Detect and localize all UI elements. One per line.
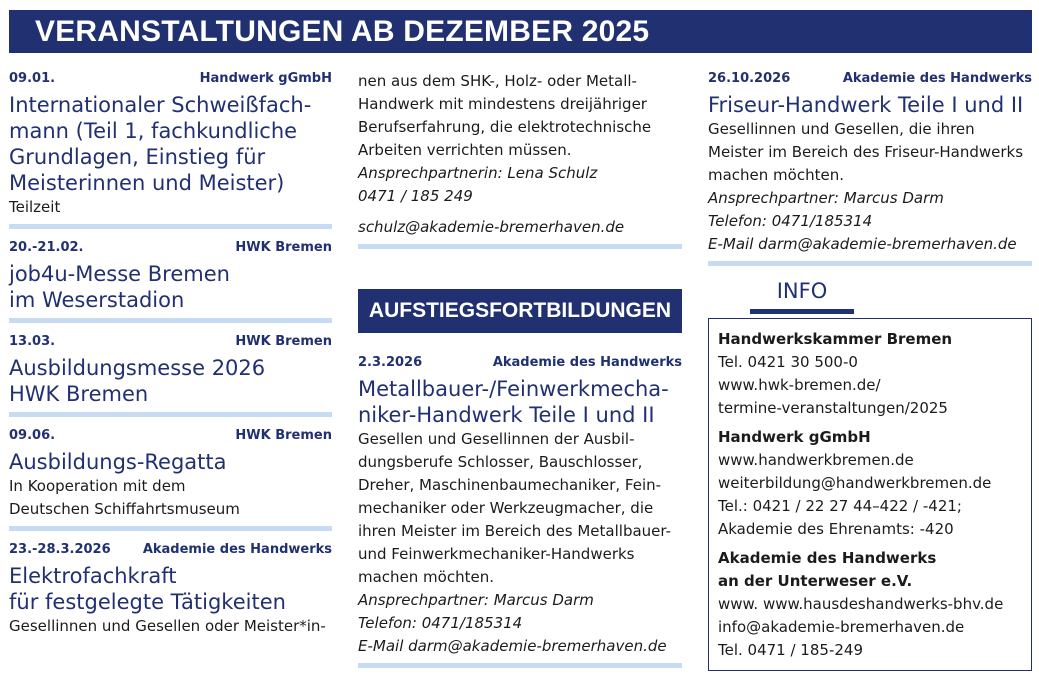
event-header — [9, 541, 332, 559]
event-title — [9, 563, 332, 615]
event-organizer: Akademie des Handwerks — [142, 542, 332, 557]
event-header — [9, 70, 332, 88]
separator — [358, 244, 682, 249]
continued-description — [358, 70, 682, 162]
event-date: 20.-21.02. — [9, 240, 84, 255]
event-header — [9, 333, 332, 351]
info-header — [708, 276, 1032, 318]
column-right — [708, 70, 1032, 671]
contact-line: Ansprechpartnerin: Lena Schulz — [358, 164, 598, 182]
event-organizer: HWK Bremen — [235, 334, 332, 349]
event-contact — [358, 589, 682, 658]
event-title-line: für festgelegte Tätigkeiten — [9, 590, 286, 614]
event-title-line: HWK Bremen — [9, 382, 149, 406]
info-line: www.handwerkbremen.de — [718, 451, 914, 469]
info-organization-line: an der Unterweser e.V. — [718, 572, 913, 590]
event-description-line: Gesellinnen und Gesellen, die ihren — [708, 120, 975, 138]
event-title — [9, 355, 332, 407]
event-header — [9, 427, 332, 445]
column-left — [9, 70, 332, 638]
event-friseur — [708, 70, 1032, 266]
event-date: 23.-28.3.2026 — [9, 542, 111, 557]
event-title-line: Ausbildungs-Regatta — [9, 450, 227, 474]
info-organization — [718, 328, 1021, 351]
description-line: Berufserfahrung, die elektrotechnische — [358, 118, 652, 136]
event-description — [9, 196, 332, 219]
event-description — [9, 615, 332, 638]
info-organization-line: Handwerkskammer Bremen — [718, 330, 953, 348]
event-description-line: mechaniker oder Werkzeugmacher, die — [358, 499, 654, 517]
event-description-line: Deutschen Schiffahrtsmuseum — [9, 500, 240, 518]
info-line: weiterbildung@handwerkbremen.de — [718, 474, 992, 492]
event-description-line: ihren Meister im Bereich des Metallbauer- — [358, 522, 672, 540]
event-contact-line: Ansprechpartner: Marcus Darm — [358, 591, 594, 609]
contact-line: 0471 / 185 249 — [358, 187, 473, 205]
event-date: 09.01. — [9, 71, 56, 86]
event-metallbauer — [358, 354, 682, 668]
info-line: Tel.: 0421 / 22 27 44–422 / -421; — [718, 497, 962, 515]
contact-email: schulz@akademie-bremerhaven.de — [358, 218, 625, 236]
info-line: Tel. 0471 / 185-249 — [718, 641, 863, 659]
event-organizer: Handwerk gGmbH — [199, 71, 332, 86]
info-box — [708, 318, 1032, 671]
info-line: Tel. 0421 30 500-0 — [718, 353, 858, 371]
event-title — [358, 376, 682, 428]
info-organization — [718, 547, 1021, 593]
event-item — [9, 333, 332, 417]
event-title-line: job4u-Messe Bremen — [9, 262, 230, 286]
event-organizer: Akademie des Handwerks — [842, 71, 1032, 86]
info-block — [718, 547, 1021, 662]
event-header — [708, 70, 1032, 88]
event-item — [9, 541, 332, 638]
event-description-line: Meister im Bereich des Friseur-Handwerks — [708, 143, 1024, 161]
info-line: www. www.hausdeshandwerks-bhv.de — [718, 595, 1004, 613]
column-middle — [358, 70, 682, 678]
event-title-line: Elektrofachkraft — [9, 564, 177, 588]
event-date: 09.06. — [9, 428, 56, 443]
event-date: 13.03. — [9, 334, 56, 349]
event-title-line: Internationaler Schweißfach- — [9, 93, 312, 117]
info-organization-line: Akademie des Handwerks — [718, 549, 937, 567]
info-line: info@akademie-bremerhaven.de — [718, 618, 965, 636]
event-description-line: In Kooperation mit dem — [9, 477, 186, 495]
event-title-line: Meisterinnen und Meister) — [9, 171, 285, 195]
info-line: www.hwk-bremen.de/ — [718, 376, 881, 394]
event-title — [9, 92, 332, 196]
event-organizer: HWK Bremen — [235, 240, 332, 255]
section-title-aufstiegsfortbildungen: AUFSTIEGSFORTBILDUNGEN — [358, 289, 682, 333]
event-date: 26.10.2026 — [708, 71, 791, 86]
separator — [9, 318, 332, 323]
info-organization — [718, 426, 1021, 449]
event-description-line: machen möchten. — [708, 166, 844, 184]
event-description-line: Teilzeit — [9, 198, 61, 216]
info-tab: INFO — [750, 276, 854, 314]
separator — [708, 261, 1032, 266]
separator — [358, 663, 682, 668]
event-description-line: machen möchten. — [358, 568, 494, 586]
event-organizer: Akademie des Handwerks — [492, 355, 682, 370]
description-line: Arbeiten verrichten müssen. — [358, 141, 572, 159]
event-date: 2.3.2026 — [358, 355, 423, 370]
event-title — [708, 92, 1032, 118]
event-contact-line: E-Mail darm@akademie-bremerhaven.de — [358, 637, 667, 655]
separator — [9, 412, 332, 417]
event-description-line: Gesellinnen und Gesellen oder Meister*in- — [9, 617, 326, 635]
description-line: Handwerk mit mindestens dreijähriger — [358, 95, 647, 113]
separator — [9, 224, 332, 229]
event-item — [9, 427, 332, 531]
info-line: Akademie des Ehrenamts: -420 — [718, 520, 954, 538]
event-title — [9, 261, 332, 313]
event-header — [9, 239, 332, 257]
event-title-line: Grundlagen, Einstieg für — [9, 145, 266, 169]
event-contact — [708, 187, 1032, 256]
event-title-line: Metallbauer-/Feinwerkmecha- — [358, 377, 669, 401]
description-line: nen aus dem SHK-, Holz- oder Metall- — [358, 72, 637, 90]
event-description — [358, 428, 682, 589]
event-contact-line: Telefon: 0471/185314 — [358, 614, 523, 632]
event-contact-line: E-Mail darm@akademie-bremerhaven.de — [708, 235, 1017, 253]
event-title-line: Ausbildungsmesse 2026 — [9, 356, 266, 380]
event-description-line: Gesellen und Gesellinnen der Ausbil- — [358, 430, 635, 448]
event-title-line: Friseur-Handwerk Teile I und II — [708, 93, 1024, 117]
event-title-line: im Weserstadion — [9, 288, 185, 312]
info-organization-line: Handwerk gGmbH — [718, 428, 871, 446]
info-block — [718, 426, 1021, 541]
event-title — [9, 449, 332, 475]
event-description — [708, 118, 1032, 187]
event-description — [9, 475, 332, 521]
event-title-line: niker-Handwerk Teile I und II — [358, 403, 655, 427]
event-title-line: mann (Teil 1, fachkundliche — [9, 119, 298, 143]
event-item — [9, 70, 332, 229]
event-description-line: dungsberufe Schlosser, Bauschlosser, — [358, 453, 643, 471]
event-item — [9, 239, 332, 323]
event-contact-line: Telefon: 0471/185314 — [708, 212, 873, 230]
event-description-line: Dreher, Maschinenbaumechaniker, Fein- — [358, 476, 662, 494]
info-block — [718, 328, 1021, 420]
page-title: VERANSTALTUNGEN AB DEZEMBER 2025 — [9, 10, 1032, 53]
separator — [9, 526, 332, 531]
event-description-line: und Feinwerkmechaniker-Handwerks — [358, 545, 635, 563]
event-organizer: HWK Bremen — [235, 428, 332, 443]
event-contact-line: Ansprechpartner: Marcus Darm — [708, 189, 944, 207]
info-line: termine-veranstaltungen/2025 — [718, 399, 948, 417]
continued-contact — [358, 162, 682, 239]
event-header — [358, 354, 682, 372]
